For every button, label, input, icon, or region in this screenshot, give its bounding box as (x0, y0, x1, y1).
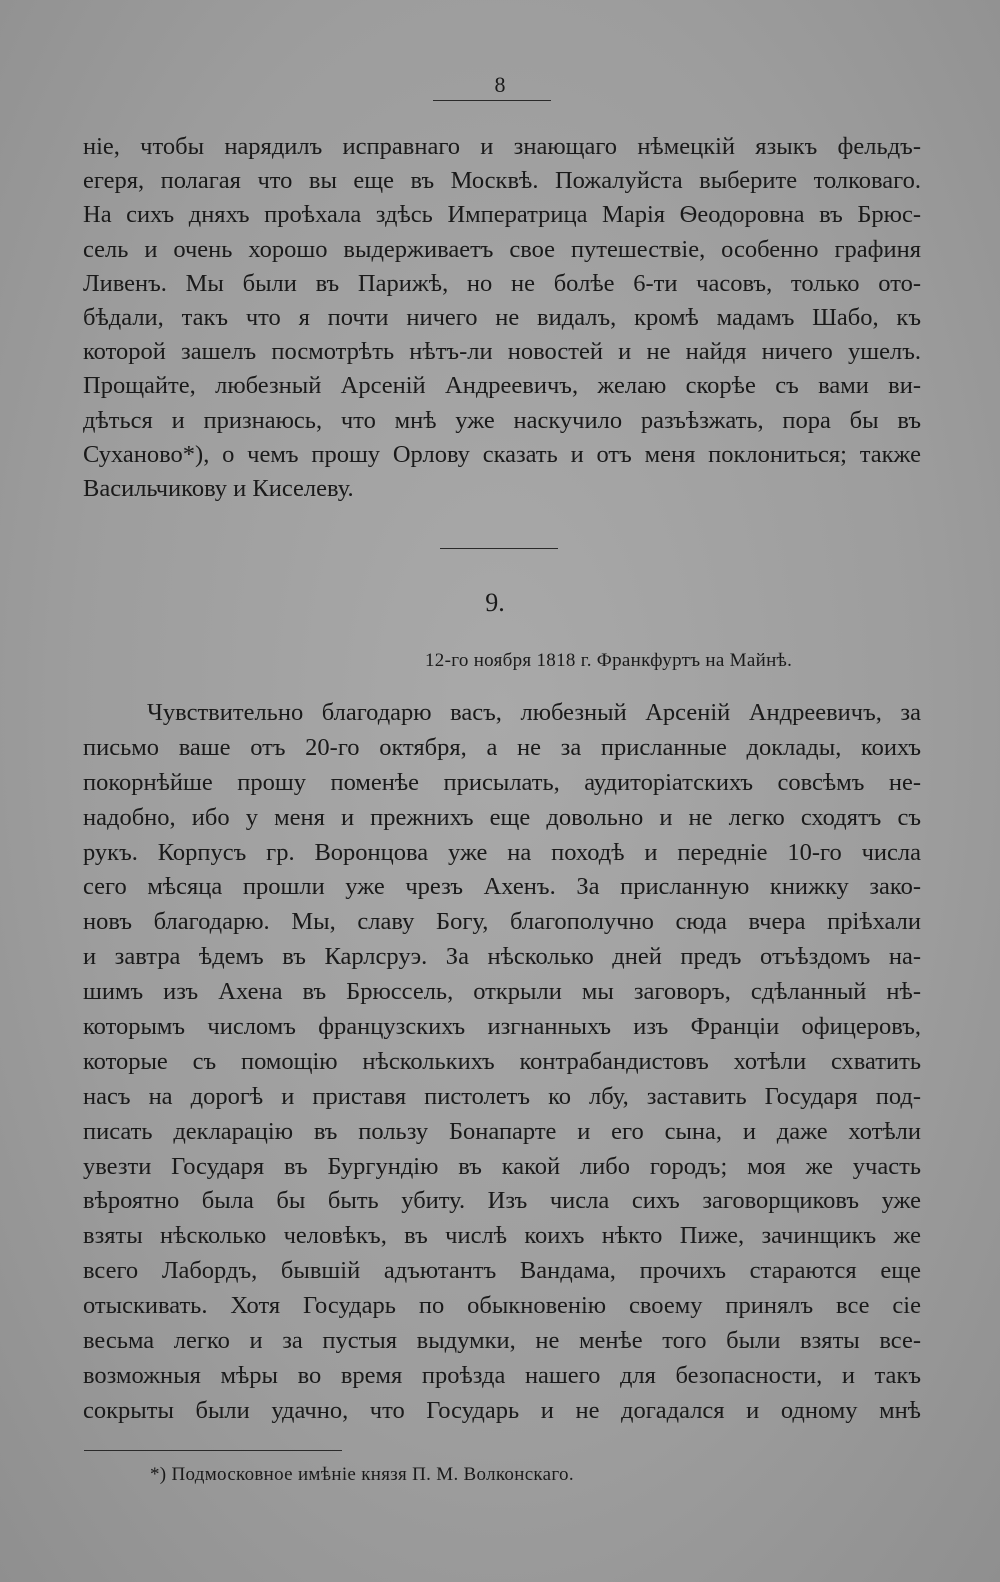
text-line: Чувствительно благодарю васъ, любезный Арсеній Андреевичъ, за (147, 699, 921, 726)
text-line: бѣдали, такъ что я почти ничего не видалъ, кромѣ мадамъ Шабо, къ (83, 303, 921, 331)
footnote: *) Подмосковное имѣніе князя П. М. Волконскаго. (150, 1464, 574, 1485)
text-line: письмо ваше отъ 20-го октября, а не за присланные доклады, коихъ (83, 733, 921, 761)
text-line: которые съ помощію нѣсколькихъ контрабандистовъ хотѣли схватить (83, 1047, 921, 1075)
text-line: которымъ числомъ французскихъ изгнанныхъ изъ Франціи офицеровъ, (83, 1013, 921, 1041)
text-line: вѣроятно была бы быть убиту. Изъ числа сихъ заговорщиковъ уже (83, 1187, 921, 1215)
text-line: сокрыты были удачно, что Государь и не догадался и одному мнѣ (83, 1396, 921, 1424)
text-line: сель и очень хорошо выдерживаетъ свое путешествіе, особенно графиня (83, 235, 921, 263)
text-line: всего Лабордъ, бывшій адъютантъ Вандама, прочихъ стараются еще (83, 1257, 921, 1285)
text-line: весьма легко и за пустыя выдумки, не менѣе того были взяты все- (83, 1327, 921, 1355)
text-line: сего мѣсяца прошли уже чрезъ Ахенъ. За присланную книжку зако- (83, 873, 921, 901)
text-line: покорнѣйше прошу поменѣе присылать, аудиторіатскихъ совсѣмъ не- (83, 768, 921, 796)
page-number: 8 (494, 72, 506, 97)
text-line: и завтра ѣдемъ въ Карлсруэ. За нѣсколько дней предъ отъѣздомъ на- (83, 943, 921, 971)
text-line: насъ на дорогѣ и приставя пистолетъ ко лбу, заставить Государя под- (83, 1082, 921, 1110)
header-rule (433, 100, 551, 101)
text-line: егеря, полагая что вы еще въ Москвѣ. Пожалуйста выберите толковаго. (83, 167, 921, 195)
text-line: шимъ изъ Ахена въ Брюссель, открыли мы заговоръ, сдѣланный нѣ- (83, 978, 921, 1006)
letter-two-text (83, 696, 921, 1429)
text-line: Ливенъ. Мы были въ Парижѣ, но не болѣе 6-ти часовъ, только ото- (83, 269, 921, 297)
section-divider (440, 548, 558, 549)
text-line: дѣться и признаюсь, что мнѣ уже наскучило разъѣзжать, пора бы въ (83, 406, 921, 434)
text-line: которой зашелъ посмотрѣть нѣтъ-ли новостей и не найдя ничего ушелъ. (83, 338, 921, 366)
text-line: писать декларацію въ пользу Бонапарте и его сына, и даже хотѣли (83, 1117, 921, 1145)
footnote-rule (84, 1450, 342, 1451)
text-line: рукъ. Корпусъ гр. Воронцова уже на походѣ и передніе 10-го числа (83, 838, 921, 866)
letter-dateline: 12-го ноября 1818 г. Франкфуртъ на Майнѣ. (425, 650, 793, 671)
text-line: возможныя мѣры во время проѣзда нашего для безопасности, и такъ (83, 1361, 921, 1389)
text-line: взяты нѣсколько человѣкъ, въ числѣ коихъ нѣкто Пиже, зачинщикъ же (83, 1222, 921, 1250)
text-line: увезти Государя въ Бургундію въ какой либо городъ; моя же участь (83, 1152, 921, 1180)
text-line: отыскивать. Хотя Государь по обыкновенію своему принялъ все сіе (83, 1292, 921, 1320)
text-line: На сихъ дняхъ проѣхала здѣсь Императрица Марія Ѳеодоровна въ Брюс- (83, 201, 921, 229)
letter-number: 9. (485, 588, 505, 617)
text-line: Васильчикову и Киселеву. (83, 474, 354, 502)
text-line: Прощайте, любезный Арсеній Андреевичъ, желаю скорѣе съ вами ви- (83, 372, 921, 400)
text-line: новъ благодарю. Мы, славу Богу, благополучно сюда вчера пріѣхали (83, 908, 921, 936)
text-line: Суханово*), о чемъ прошу Орлову сказать и отъ меня поклониться; также (83, 440, 921, 468)
text-line: надобно, ибо у меня и прежнихъ еще довольно и не легко сходятъ съ (83, 803, 921, 831)
text-line: ніе, чтобы нарядилъ исправнаго и знающаго нѣмецкій языкъ фельдъ- (83, 133, 921, 160)
letter-one-text (83, 130, 921, 506)
